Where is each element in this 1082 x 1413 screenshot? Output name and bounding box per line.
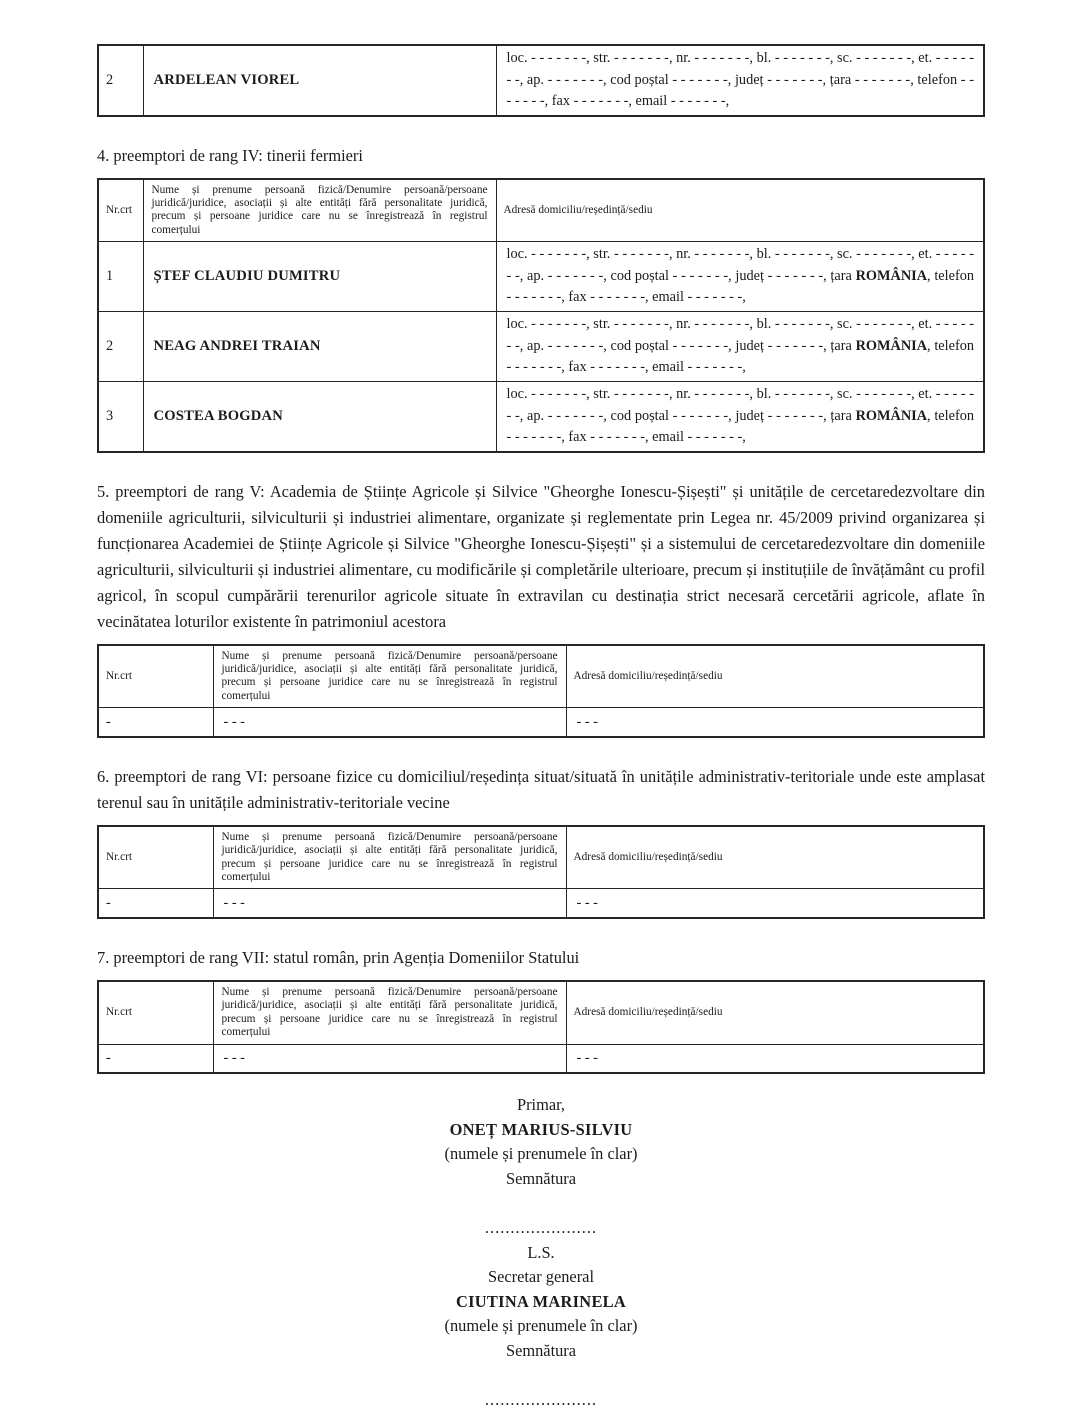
section4-heading: 4. preemptori de rang IV: tinerii fermieri [97, 145, 363, 165]
table-row [98, 242, 984, 312]
rang7-table [97, 980, 985, 1074]
signature-block [97, 1093, 985, 1413]
table-row [98, 889, 984, 918]
signature-label: Semnătura [505, 1340, 577, 1360]
address-text: loc. - - - - - - -, str. - - - - - - -, nr. - - - - - - -, bl. - - - - - - -, sc. - - - - - - -, et. - - - - - - -, ap. - - - - - - -, cod poștal - - - - - - -, județ - - - - - - -, țara [506, 246, 974, 284]
rang5-table [97, 644, 985, 738]
address-text: , telefon - - - - - - -, fax - - - - - - -, email - - - - - - -, [506, 337, 975, 376]
row-number-cell: - [98, 708, 213, 737]
signature-dots-line: ...................... [484, 1218, 598, 1237]
rang4-table [97, 178, 985, 453]
name-note: (numele și prenumele în clar) [444, 1316, 638, 1335]
table-row [98, 45, 984, 116]
address-cell [496, 312, 984, 382]
table-row [98, 312, 984, 382]
address-cell [496, 242, 984, 312]
rang6-table [97, 825, 985, 919]
header-nr: Nr.crt [98, 826, 213, 889]
country-name: ROMÂNIA [855, 407, 928, 424]
section6-heading: 6. preemptori de rang VI: persoane fizice cu domiciliul/reședința situat/situată în unitățile administrativ-teritoriale unde este amplasat terenul sau în unitățile administrativ-teritoriale vecine [97, 766, 985, 812]
table-row [98, 1044, 984, 1073]
table-header-row [98, 826, 984, 889]
address-text: , telefon - - - - - - -, fax - - - - - - -, email - - - - - - -, [506, 267, 975, 306]
rang3-continuation-table [97, 44, 985, 117]
header-address: Adresă domiciliu/reședință/sediu [496, 179, 984, 242]
header-nr: Nr.crt [98, 179, 143, 242]
address-cell: - - - [566, 889, 984, 918]
address-text: loc. - - - - - - -, str. - - - - - - -, nr. - - - - - - -, bl. - - - - - - -, sc. - - - - - - -, et. - - - - - - -, ap. - - - - - - -, cod poștal - - - - - - -, județ - - - - - - -, țara [506, 386, 974, 424]
header-name: Nume și prenume persoană fizică/Denumire persoană/persoane juridică/juridice, asociații și alte entități fără personalitate juridică, precum și persoane juridice care nu se înregistrează în registrul comerțului [213, 826, 566, 889]
header-nr: Nr.crt [98, 645, 213, 708]
person-name-cell: COSTEA BOGDAN [143, 382, 496, 452]
person-name-cell: - - - [213, 889, 566, 918]
address-cell: - - - [566, 708, 984, 737]
table-row [98, 382, 984, 452]
country-name: ROMÂNIA [855, 267, 928, 284]
address-cell: loc. - - - - - - -, str. - - - - - - -, nr. - - - - - - -, bl. - - - - - - -, sc. - - - - - - -, et. - - - - - - -, ap. - - - - - - -, cod poștal - - - - - - -, județ - - - - - - -, țara - - - - - - -, telefon - - - - - - -, fax - - - - - - -, email - - - - - - -, [496, 45, 984, 116]
table-header-row [98, 981, 984, 1044]
header-nr: Nr.crt [98, 981, 213, 1044]
person-name-cell: ȘTEF CLAUDIU DUMITRU [143, 242, 496, 312]
header-address: Adresă domiciliu/reședință/sediu [566, 981, 984, 1044]
header-name: Nume și prenume persoană fizică/Denumire persoană/persoane juridică/juridice, asociații și alte entități fără personalitate juridică, precum și persoane juridice care nu se înregistrează în registrul comerțului [213, 981, 566, 1044]
person-name-cell: NEAG ANDREI TRAIAN [143, 312, 496, 382]
address-cell: - - - [566, 1044, 984, 1073]
person-name-cell: - - - [213, 708, 566, 737]
address-text: loc. - - - - - - -, str. - - - - - - -, nr. - - - - - - -, bl. - - - - - - -, sc. - - - - - - -, et. - - - - - - -, ap. - - - - - - -, cod poștal - - - - - - -, județ - - - - - - -, țara [506, 316, 974, 354]
section7-heading: 7. preemptori de rang VII: statul român, prin Agenția Domeniilor Statului [97, 947, 580, 967]
address-text: , telefon - - - - - - -, fax - - - - - - -, email - - - - - - -, [506, 407, 975, 446]
table-row [98, 708, 984, 737]
row-number-cell: 1 [98, 242, 143, 312]
header-address: Adresă domiciliu/reședință/sediu [566, 645, 984, 708]
person-name-cell: ARDELEAN VIOREL [143, 45, 496, 116]
address-cell [496, 382, 984, 452]
header-name: Nume și prenume persoană fizică/Denumire persoană/persoane juridică/juridice, asociații și alte entități fără personalitate juridică, precum și persoane juridice care nu se înregistrează în registrul comerțului [143, 179, 496, 242]
section5-heading: 5. preemptori de rang V: Academia de Științe Agricole și Silvice "Gheorghe Ionescu-Șișești" și unitățile de cercetaredezvoltare din domeniile agriculturii, silviculturii și industriei alimentare, organizate și reglementate prin Legea nr. 45/2009 privind organizarea și funcționarea Academiei de Științe Agricole și Silvice "Gheorghe Ionescu-Șișești" și a sistemului de cercetaredezvoltare din domeniile agriculturii, silviculturii și industriei alimentare, cu modificările și completările ulterioare, precum și instituțiile de învățământ cu profil agricol, în scopul cumpărării terenurilor agricole situate în extravilan cu destinația strict necesară cercetării agricole, aflate în vecinătatea loturilor existente în patrimoniul acestora [97, 481, 985, 631]
row-number-cell: 2 [98, 45, 143, 116]
row-number-cell: - [98, 889, 213, 918]
signature-dots-line: ...................... [484, 1390, 598, 1409]
table-header-row [98, 645, 984, 708]
person-name-cell: - - - [213, 1044, 566, 1073]
name-note: (numele și prenumele în clar) [444, 1144, 638, 1163]
secretary-name: CIUTINA MARINELA [455, 1291, 627, 1311]
signature-label: Semnătura [505, 1168, 577, 1188]
secretary-title: Secretar general [487, 1267, 594, 1286]
table-header-row [98, 179, 984, 242]
header-name: Nume și prenume persoană fizică/Denumire persoană/persoane juridică/juridice, asociații și alte entități fără personalitate juridică, precum și persoane juridice care nu se înregistrează în registrul comerțului [213, 645, 566, 708]
ls-label: L.S. [527, 1242, 555, 1262]
primar-title: Primar, [516, 1095, 566, 1114]
country-name: ROMÂNIA [855, 337, 928, 354]
header-address: Adresă domiciliu/reședință/sediu [566, 826, 984, 889]
row-number-cell: 2 [98, 312, 143, 382]
row-number-cell: - [98, 1044, 213, 1073]
primar-name: ONEȚ MARIUS-SILVIU [449, 1119, 633, 1139]
row-number-cell: 3 [98, 382, 143, 452]
